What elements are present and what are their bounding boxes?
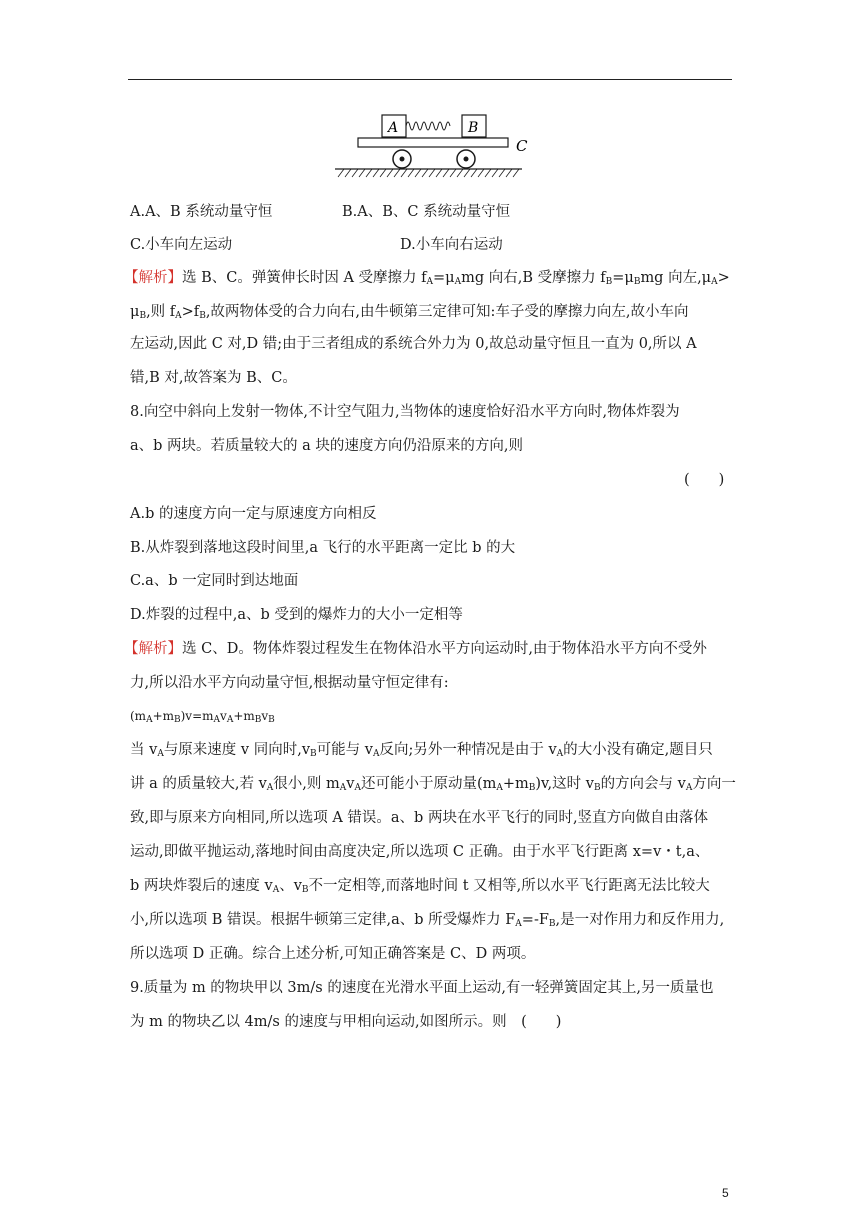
q8-analysis-line-4: 当 $v_A$与原来速度 v 同向时$,v_B$可能与 $v_A$反向;另外一种情况是由于 $v_A$的大小没有确定,题目只 bbox=[130, 742, 713, 759]
q8-option-d: D.炸裂的过程中,a、b 受到的爆炸力的大小一定相等 bbox=[130, 607, 463, 623]
q8-option-a: A.b 的速度方向一定与原速度方向相反 bbox=[130, 506, 377, 522]
q8-analysis-line-10: 所以选项 D 正确。综合上述分析,可知正确答案是 C、D 两项。 bbox=[130, 946, 536, 962]
q8-answer-paren: ( ) bbox=[684, 472, 725, 488]
q7-option-b: B.A、B、C 系统动量守恒 bbox=[342, 204, 511, 220]
q7-option-d: D.小车向右运动 bbox=[400, 237, 503, 253]
page-number: 5 bbox=[722, 1186, 729, 1200]
analysis-tag: 【解析】 bbox=[124, 641, 182, 657]
q8-analysis-line-6: 致,即与原来方向相同,所以选项 A 错误。a、b 两块在水平飞行的同时,竖直方向做自由落体 bbox=[130, 810, 709, 826]
cart-c-label: C bbox=[516, 137, 528, 155]
q8-analysis-line-2: 力,所以沿水平方向动量守恒,根据动量守恒定律有: bbox=[130, 675, 449, 691]
q8-analysis-line-1: 【解析】选 C、D。物体炸裂过程发生在物体沿水平方向运动时,由于物体沿水平方向不受外 bbox=[124, 641, 707, 657]
q8-momentum-equation: $(m_A+m_B)v=m_Av_A+m_Bv_B$ bbox=[130, 709, 275, 725]
q8-analysis-line-7: 运动,即做平抛运动,落地时间由高度决定,所以选项 C 正确。由于水平飞行距离 x=v・t,a、 bbox=[130, 844, 710, 860]
q8-option-b: B.从炸裂到落地这段时间里,a 飞行的水平距离一定比 b 的大 bbox=[130, 540, 516, 556]
spring bbox=[406, 122, 450, 130]
q7-analysis-line-3: 左运动,因此 C 对,D 错;由于三者组成的系统合外力为 0,故总动量守恒且一直为 0,所以 A bbox=[130, 336, 697, 352]
block-b-label: B bbox=[468, 120, 479, 136]
ground-hatching bbox=[338, 169, 519, 177]
q7-option-a: A.A、B 系统动量守恒 bbox=[130, 204, 273, 220]
q8-stem-line-2: a、b 两块。若质量较大的 a 块的速度方向仍沿原来的方向,则 bbox=[130, 438, 524, 454]
q7-analysis-line-1: 【解析】选 B、C。弹簧伸长时因 A 受摩擦力 $f_A=\mu_Amg$ 向右,B 受摩擦力 $f_B=\mu_Bmg$ 向左$,\mu_A>$ bbox=[124, 270, 730, 287]
q7-analysis-line-4: 错,B 对,故答案为 B、C。 bbox=[130, 370, 297, 386]
q8-stem-line-1: 8.向空中斜向上发射一物体,不计空气阻力,当物体的速度恰好沿水平方向时,物体炸裂为 bbox=[130, 404, 680, 420]
q8-option-c: C.a、b 一定同时到达地面 bbox=[130, 573, 299, 589]
q9-stem-line-1: 9.质量为 m 的物块甲以 3m/s 的速度在光滑水平面上运动,有一轻弹簧固定其上,另一质量也 bbox=[130, 980, 714, 996]
q7-option-c: C.小车向左运动 bbox=[130, 237, 233, 253]
analysis-tag: 【解析】 bbox=[124, 270, 182, 286]
cart-spring-figure bbox=[330, 108, 530, 186]
q9-stem-line-2: 为 m 的物块乙以 4m/s 的速度与甲相向运动,如图所示。则 ( ) bbox=[130, 1014, 562, 1030]
q7-analysis-line-2: $\mu_B$,则 $f_A>f_B$,故两物体受的合力向右,由牛顿第三定律可知:车子受的摩擦力向左,故小车向 bbox=[130, 304, 689, 321]
cart-c bbox=[358, 138, 508, 147]
q8-analysis-line-8: b 两块炸裂后的速度 $v_A$、$v_B$不一定相等,而落地时间 t 又相等,所以水平飞行距离无法比较大 bbox=[130, 878, 710, 895]
header-rule bbox=[128, 79, 732, 80]
q8-analysis-line-9: 小,所以选项 B 错误。根据牛顿第三定律,a、b 所受爆炸力 $F_A=-F_B$,是一对作用力和反作用力, bbox=[130, 912, 725, 929]
block-a-label: A bbox=[388, 120, 399, 136]
q8-analysis-line-5: 讲 a 的质量较大,若 $v_A$很小,则 $m_Av_A$还可能小于原动量$(m_A+m_B)v$,这时 $v_B$的方向会与 $v_A$方向一 bbox=[130, 776, 736, 793]
